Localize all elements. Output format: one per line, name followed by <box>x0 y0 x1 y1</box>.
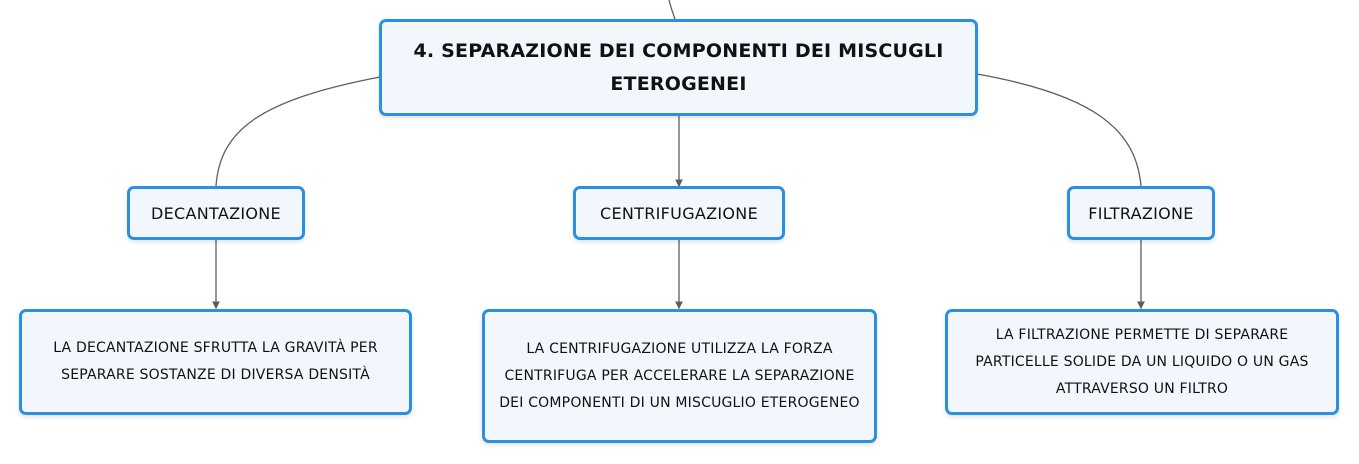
subtopic-decantazione-description[interactable] <box>19 309 412 415</box>
root-topic-node[interactable] <box>379 19 978 116</box>
decantazione-description-text: LA DECANTAZIONE SFRUTTA LA GRAVITÀ PER SEPARARE SOSTANZE DI DIVERSA DENSITÀ <box>53 340 378 383</box>
connector-root-to-filtrazione <box>977 74 1141 186</box>
topic-filtrazione-label: FILTRAZIONE <box>1088 203 1194 223</box>
topic-centrifugazione-label: CENTRIFUGAZIONE <box>600 203 758 223</box>
subtopic-centrifugazione-description[interactable] <box>482 309 877 443</box>
topic-decantazione[interactable] <box>127 186 305 240</box>
topic-centrifugazione[interactable] <box>573 186 785 240</box>
connector-parent-to-root <box>669 0 675 19</box>
subtopic-filtrazione-description[interactable] <box>945 309 1339 415</box>
topic-decantazione-label: DECANTAZIONE <box>151 203 281 223</box>
connector-root-to-decantazione <box>216 77 380 186</box>
root-topic-line-1: 4. SEPARAZIONE DEI COMPONENTI DEI MISCUGLI <box>413 39 944 62</box>
filtrazione-description-text: LA FILTRAZIONE PERMETTE DI SEPARARE PARTICELLE SOLIDE DA UN LIQUIDO O UN GAS ATTRAVERSO UN FILTRO <box>975 326 1309 397</box>
centrifugazione-description-text: LA CENTRIFUGAZIONE UTILIZZA LA FORZA CENTRIFUGA PER ACCELERARE LA SEPARAZIONE DEI COMPONENTI DI UN MISCUGLIO ETEROGENEO <box>499 340 860 411</box>
topic-filtrazione[interactable] <box>1067 186 1215 240</box>
root-topic-text <box>413 35 943 101</box>
root-topic-line-2: ETEROGENEI <box>610 72 747 95</box>
